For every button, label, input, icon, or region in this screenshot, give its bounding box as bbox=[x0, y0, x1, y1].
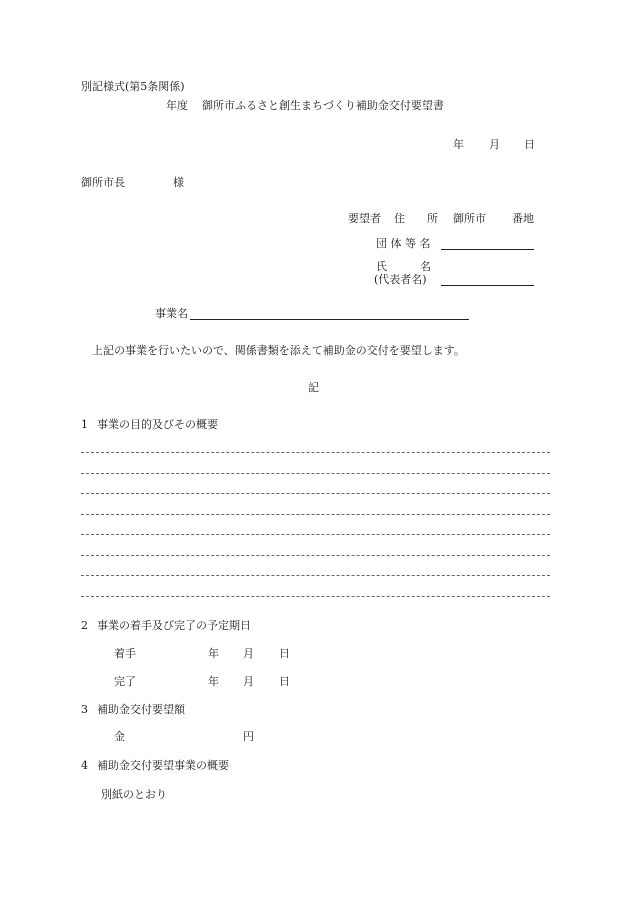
section-4-title: 補助金交付要望事業の概要 bbox=[97, 759, 229, 772]
purpose-line-8[interactable] bbox=[81, 596, 550, 597]
section-1-title: 事業の目的及びその概要 bbox=[97, 418, 218, 431]
title-year-label: 年度 bbox=[166, 99, 188, 112]
document-title: 御所市ふるさと創生まちづくり補助金交付要望書 bbox=[202, 99, 444, 112]
address-city: 御所市 bbox=[453, 212, 486, 225]
start-label: 着手 bbox=[114, 647, 136, 660]
name-label: 氏 名 bbox=[376, 260, 431, 273]
purpose-line-7[interactable] bbox=[81, 575, 550, 576]
purpose-line-1[interactable] bbox=[81, 452, 550, 453]
section-2-number: 2 bbox=[81, 619, 88, 632]
section-3-number: 3 bbox=[81, 703, 88, 716]
ki-heading: 記 bbox=[308, 381, 319, 394]
addressee-honorific: 様 bbox=[173, 176, 184, 189]
address-banchi: 番地 bbox=[512, 212, 534, 225]
date-year-label: 年 bbox=[453, 138, 464, 151]
start-day-label: 日 bbox=[279, 647, 290, 660]
amount-kin-label: 金 bbox=[114, 730, 125, 743]
start-year-label: 年 bbox=[208, 647, 219, 660]
section-2-title: 事業の着手及び完了の予定期日 bbox=[97, 619, 251, 632]
end-label: 完了 bbox=[114, 675, 136, 688]
amount-yen-label: 円 bbox=[243, 730, 254, 743]
date-month-label: 月 bbox=[489, 138, 500, 151]
purpose-line-2[interactable] bbox=[81, 473, 550, 474]
project-name-field[interactable] bbox=[190, 319, 469, 320]
representative-name-field[interactable] bbox=[441, 285, 534, 286]
purpose-line-6[interactable] bbox=[81, 555, 550, 556]
applicant-role-label: 要望者 bbox=[348, 212, 381, 225]
start-month-label: 月 bbox=[243, 647, 254, 660]
representative-label: (代表者名) bbox=[374, 273, 427, 286]
section-3-title: 補助金交付要望額 bbox=[97, 703, 185, 716]
purpose-line-5[interactable] bbox=[81, 534, 550, 535]
section-4-number: 4 bbox=[81, 759, 88, 772]
group-name-label: 団 体 等 名 bbox=[376, 237, 431, 250]
end-year-label: 年 bbox=[208, 675, 219, 688]
section-1-number: 1 bbox=[81, 418, 88, 431]
purpose-line-3[interactable] bbox=[81, 493, 550, 494]
date-day-label: 日 bbox=[524, 138, 535, 151]
address-label: 住 所 bbox=[394, 212, 438, 225]
addressee-name: 御所市長 bbox=[81, 176, 125, 189]
project-name-label: 事業名 bbox=[155, 307, 188, 320]
purpose-line-4[interactable] bbox=[81, 514, 550, 515]
request-statement: 上記の事業を行いたいので、関係書類を添えて補助金の交付を要望します。 bbox=[92, 344, 465, 357]
end-day-label: 日 bbox=[279, 675, 290, 688]
group-name-field[interactable] bbox=[441, 249, 534, 250]
end-month-label: 月 bbox=[243, 675, 254, 688]
form-reference: 別記様式(第5条関係) bbox=[81, 80, 185, 93]
attachment-note: 別紙のとおり bbox=[101, 788, 167, 801]
